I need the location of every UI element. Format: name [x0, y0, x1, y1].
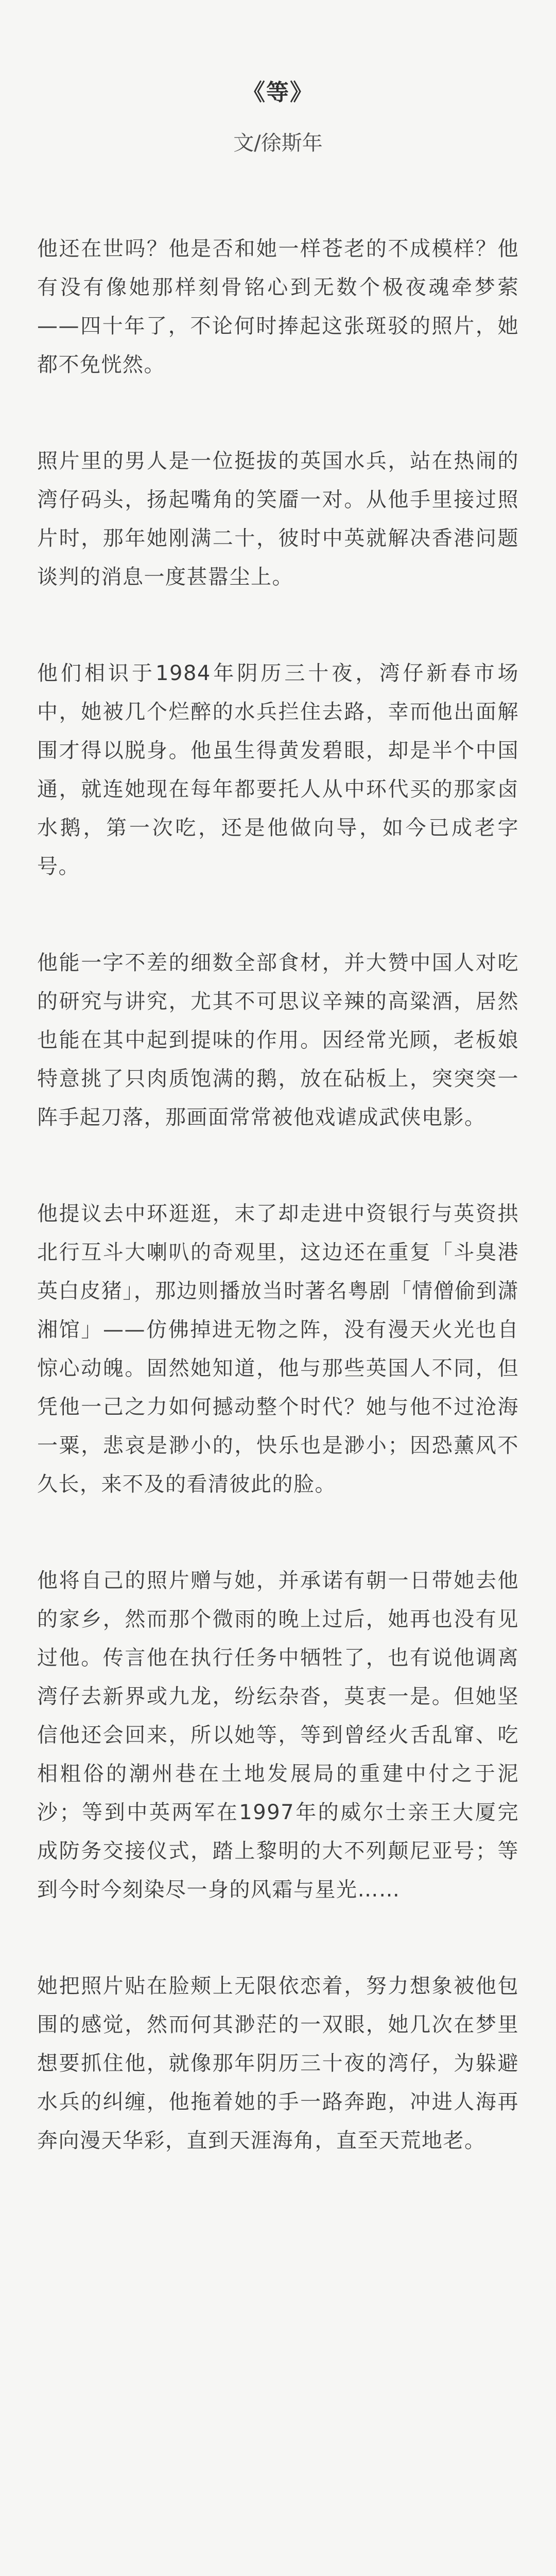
article-paragraph: 他还在世吗？他是否和她一样苍老的不成模样？他有没有像她那样刻骨铭心到无数个极夜魂牵梦萦——四十年了，不论何时捧起这张斑驳的照片，她都不免恍然。 [37, 237, 519, 377]
article-body [37, 230, 519, 2160]
article-paragraph: 他提议去中环逛逛，末了却走进中资银行与英资拱北行互斗大喇叭的奇观里，这边还在重复「斗臭港英白皮猪」，那边则播放当时著名粤剧「情僧偷到潇湘馆」——仿佛掉进无物之阵，没有漫天火光也自惊心动魄。固然她知道，他与那些英国人不同，但凭他一己之力如何撼动整个时代？她与他不过沧海一粟，悲哀是渺小的，快乐也是渺小；因恐薰风不久长，来不及的看清彼此的脸。 [37, 1202, 519, 1496]
article-paragraph: 他将自己的照片赠与她，并承诺有朝一日带她去他的家乡，然而那个微雨的晚上过后，她再也没有见过他。传言他在执行任务中牺牲了，也有说他调离湾仔去新界或九龙，纷纭杂沓，莫衷一是。但她坚信他还会回来，所以她等，等到曾经火舌乱窜、吃相粗俗的潮州巷在土地发展局的重建中付之于泥沙；等到中英两军在1997年的威尔士亲王大厦完成防务交接仪式，踏上黎明的大不列颠尼亚号；等到今时今刻染尽一身的风霜与星光…… [37, 1569, 519, 1902]
article-paragraph: 照片里的男人是一位挺拔的英国水兵，站在热闹的湾仔码头，扬起嘴角的笑靥一对。从他手里接过照片时，那年她刚满二十，彼时中英就解决香港问题谈判的消息一度甚嚣尘上。 [37, 449, 519, 589]
article-paragraph: 他能一字不差的细数全部食材，并大赞中国人对吃的研究与讲究，尤其不可思议辛辣的高粱酒，居然也能在其中起到提味的作用。因经常光顾，老板娘特意挑了只肉质饱满的鹅，放在砧板上，突突突一阵手起刀落，那画面常常被他戏谑成武侠电影。 [37, 951, 519, 1129]
article-title: 《等》 [242, 79, 314, 106]
article-paragraph: 她把照片贴在脸颊上无限依恋着，努力想象被他包围的感觉，然而何其渺茫的一双眼，她几次在梦里想要抓住他，就像那年阴历三十夜的湾仔，为躲避水兵的纠缠，他拖着她的手一路奔跑，冲进人海再奔向漫天华彩，直到天涯海角，直至天荒地老。 [37, 1974, 519, 2153]
article-author: 文/徐斯年 [233, 131, 323, 155]
article-paragraph: 他们相识于1984年阴历三十夜，湾仔新春市场中，她被几个烂醉的水兵拦住去路，幸而他出面解围才得以脱身。他虽生得黄发碧眼，却是半个中国通，就连她现在每年都要托人从中环代买的那家卤水鹅，第一次吃，还是他做向导，如今已成老字号。 [37, 662, 519, 878]
